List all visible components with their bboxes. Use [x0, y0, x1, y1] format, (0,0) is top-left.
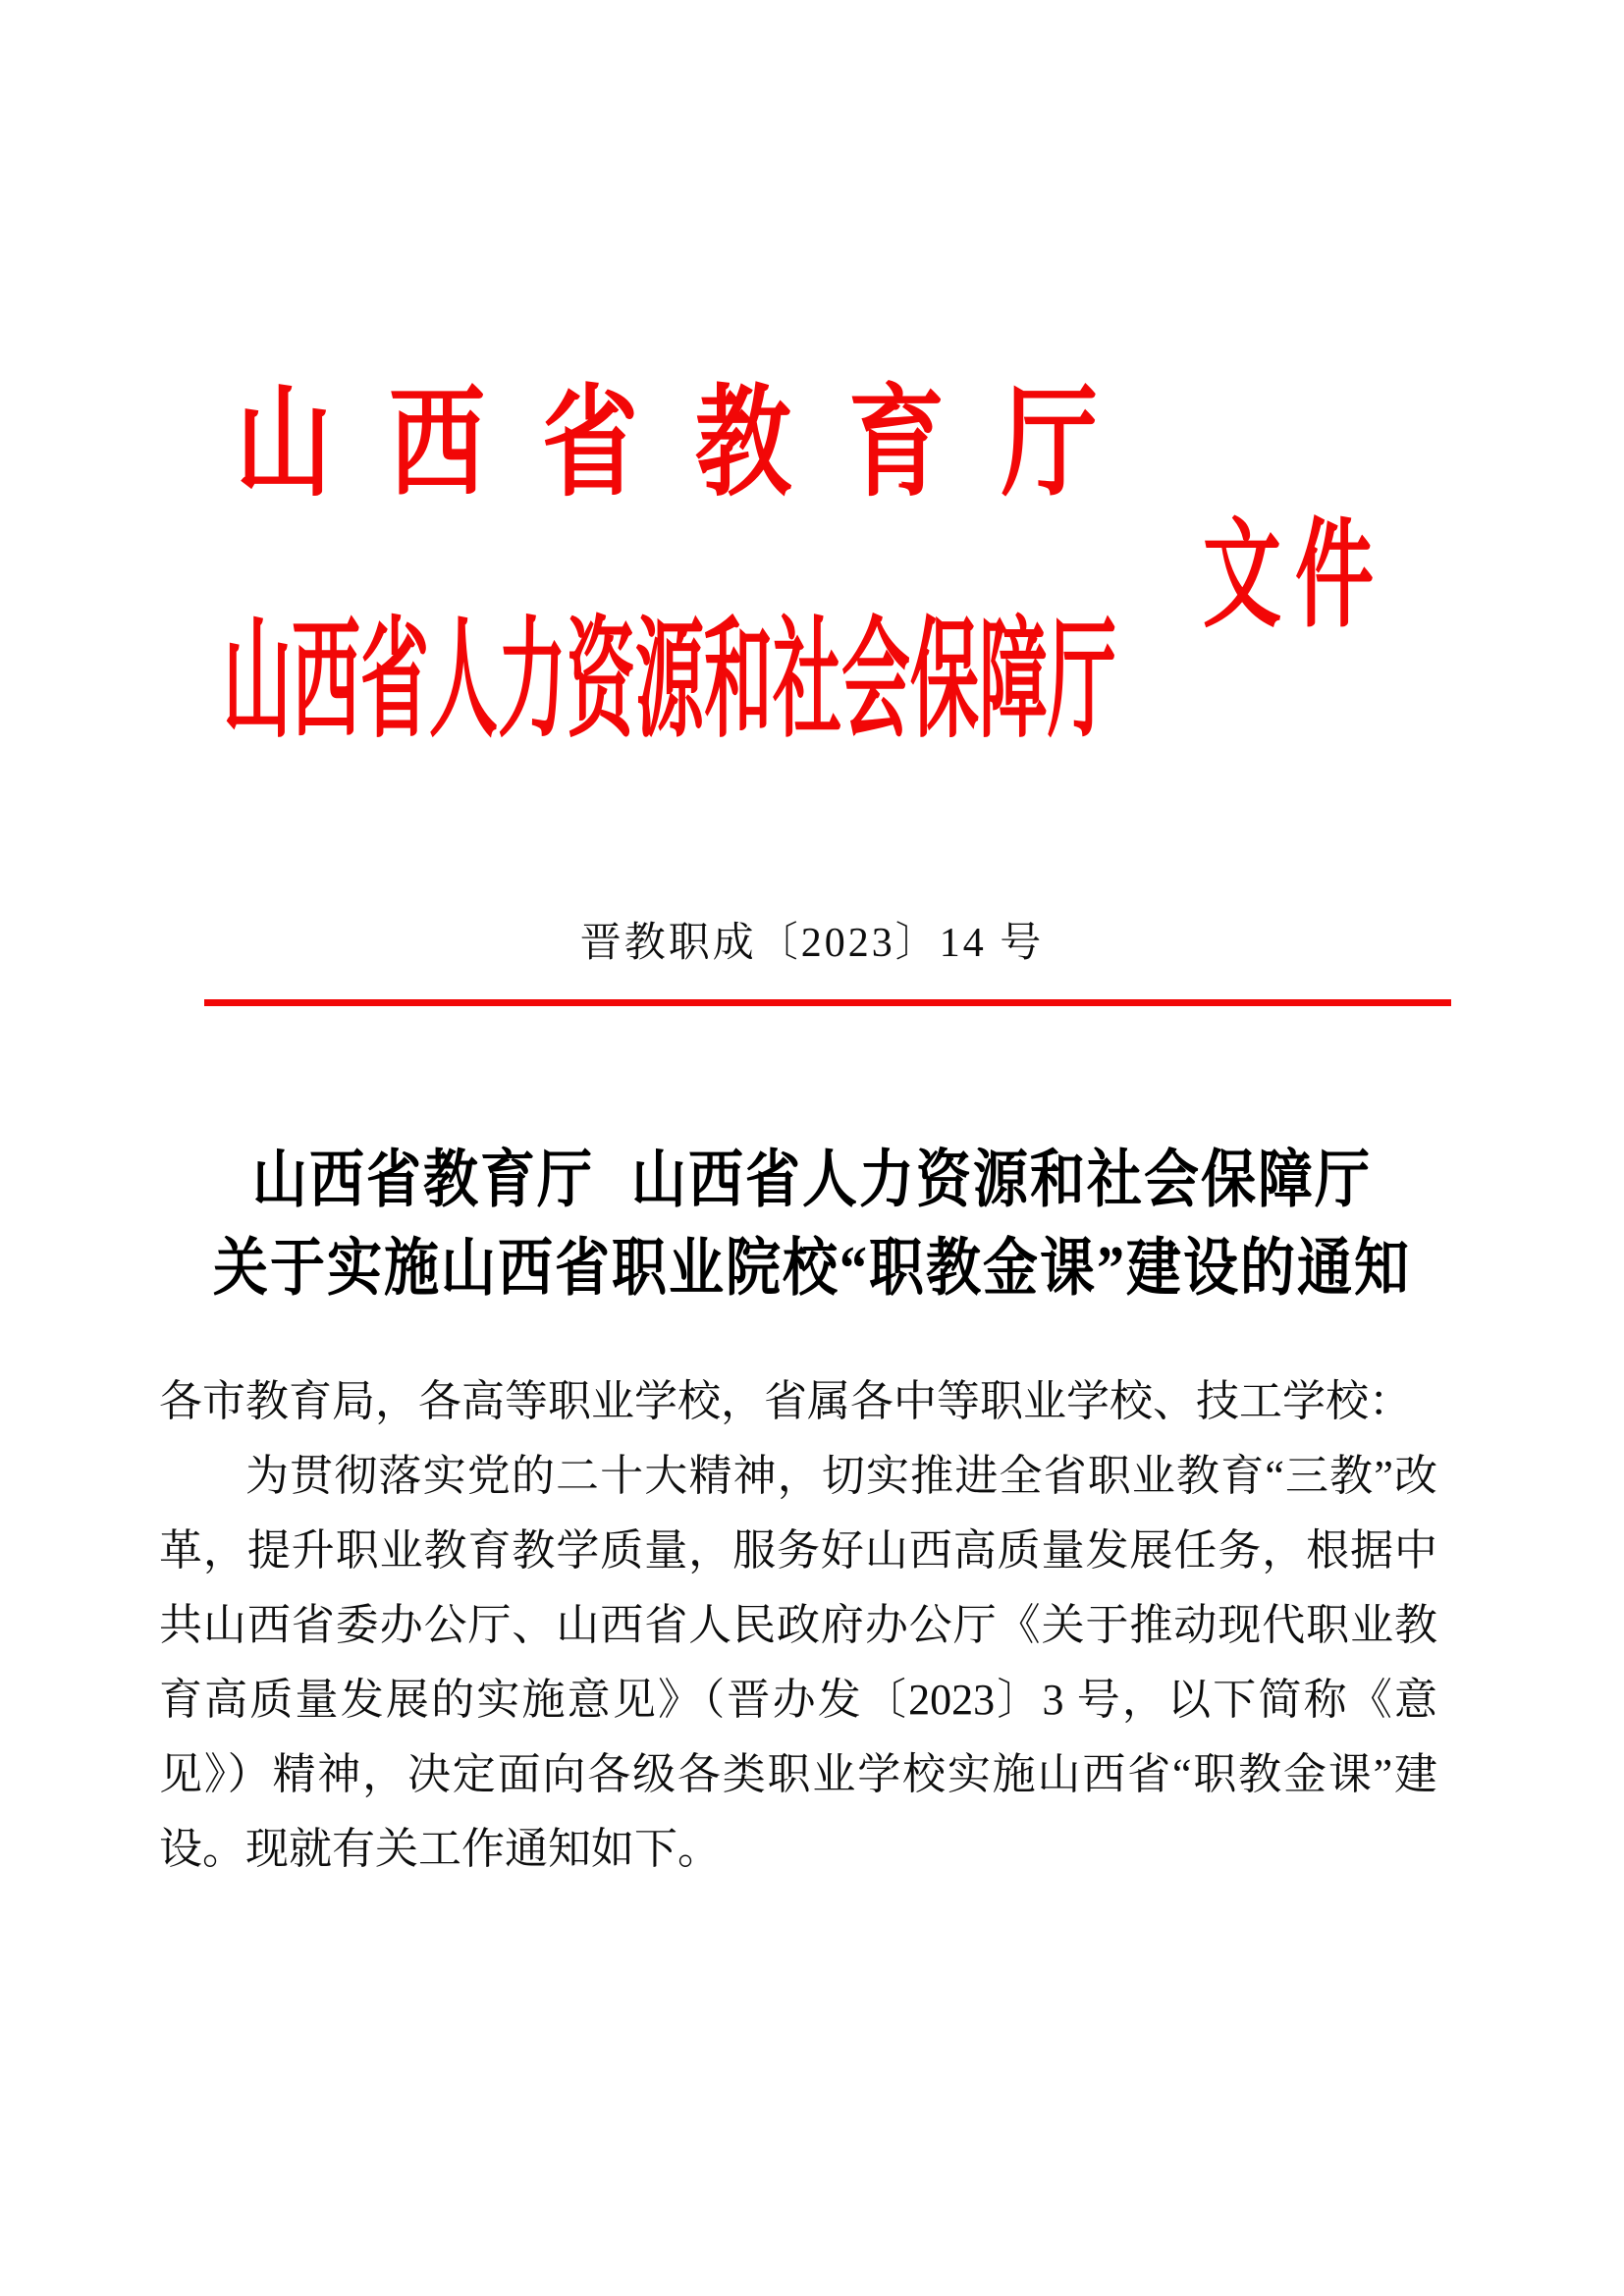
red-separator-rule — [204, 999, 1451, 1006]
document-title — [0, 1137, 1624, 1312]
document-number: 晋教职成〔2023〕14 号 — [579, 921, 1045, 966]
document-title-line1: 山西省教育厅 山西省人力资源和社会保障厅 — [252, 1146, 1372, 1216]
doc-type-label: 文件 — [1203, 512, 1387, 642]
salutation-line: 各市教育局，各高等职业学校，省属各中等职业学校、技工学校： — [159, 1377, 1412, 1425]
document-title-line2: 关于实施山西省职业院校“职教金课”建设的通知 — [213, 1233, 1411, 1305]
issuer-name-education-dept: 山西省教育厅 — [236, 378, 1156, 511]
issuer-name-hr-social-security-dept: 山西省人力资源和社会保障厅 — [223, 611, 1116, 755]
document-body — [159, 1364, 1437, 1887]
body-paragraph: 为贯彻落实党的二十大精神，切实推进全省职业教育“三教”改革，提升职业教育教学质量，服务好山西高质量发展任务，根据中共山西省委办公厅、山西省人民政府办公厅《关于推动现代职业教育高质量发展的实施意见》（晋办发〔2023〕3 号，以下简称《意见》）精神，决定面向各级各类职业学校实施山西省“职教金课”建设。现就有关工作通知如下。 — [159, 1452, 1437, 1873]
